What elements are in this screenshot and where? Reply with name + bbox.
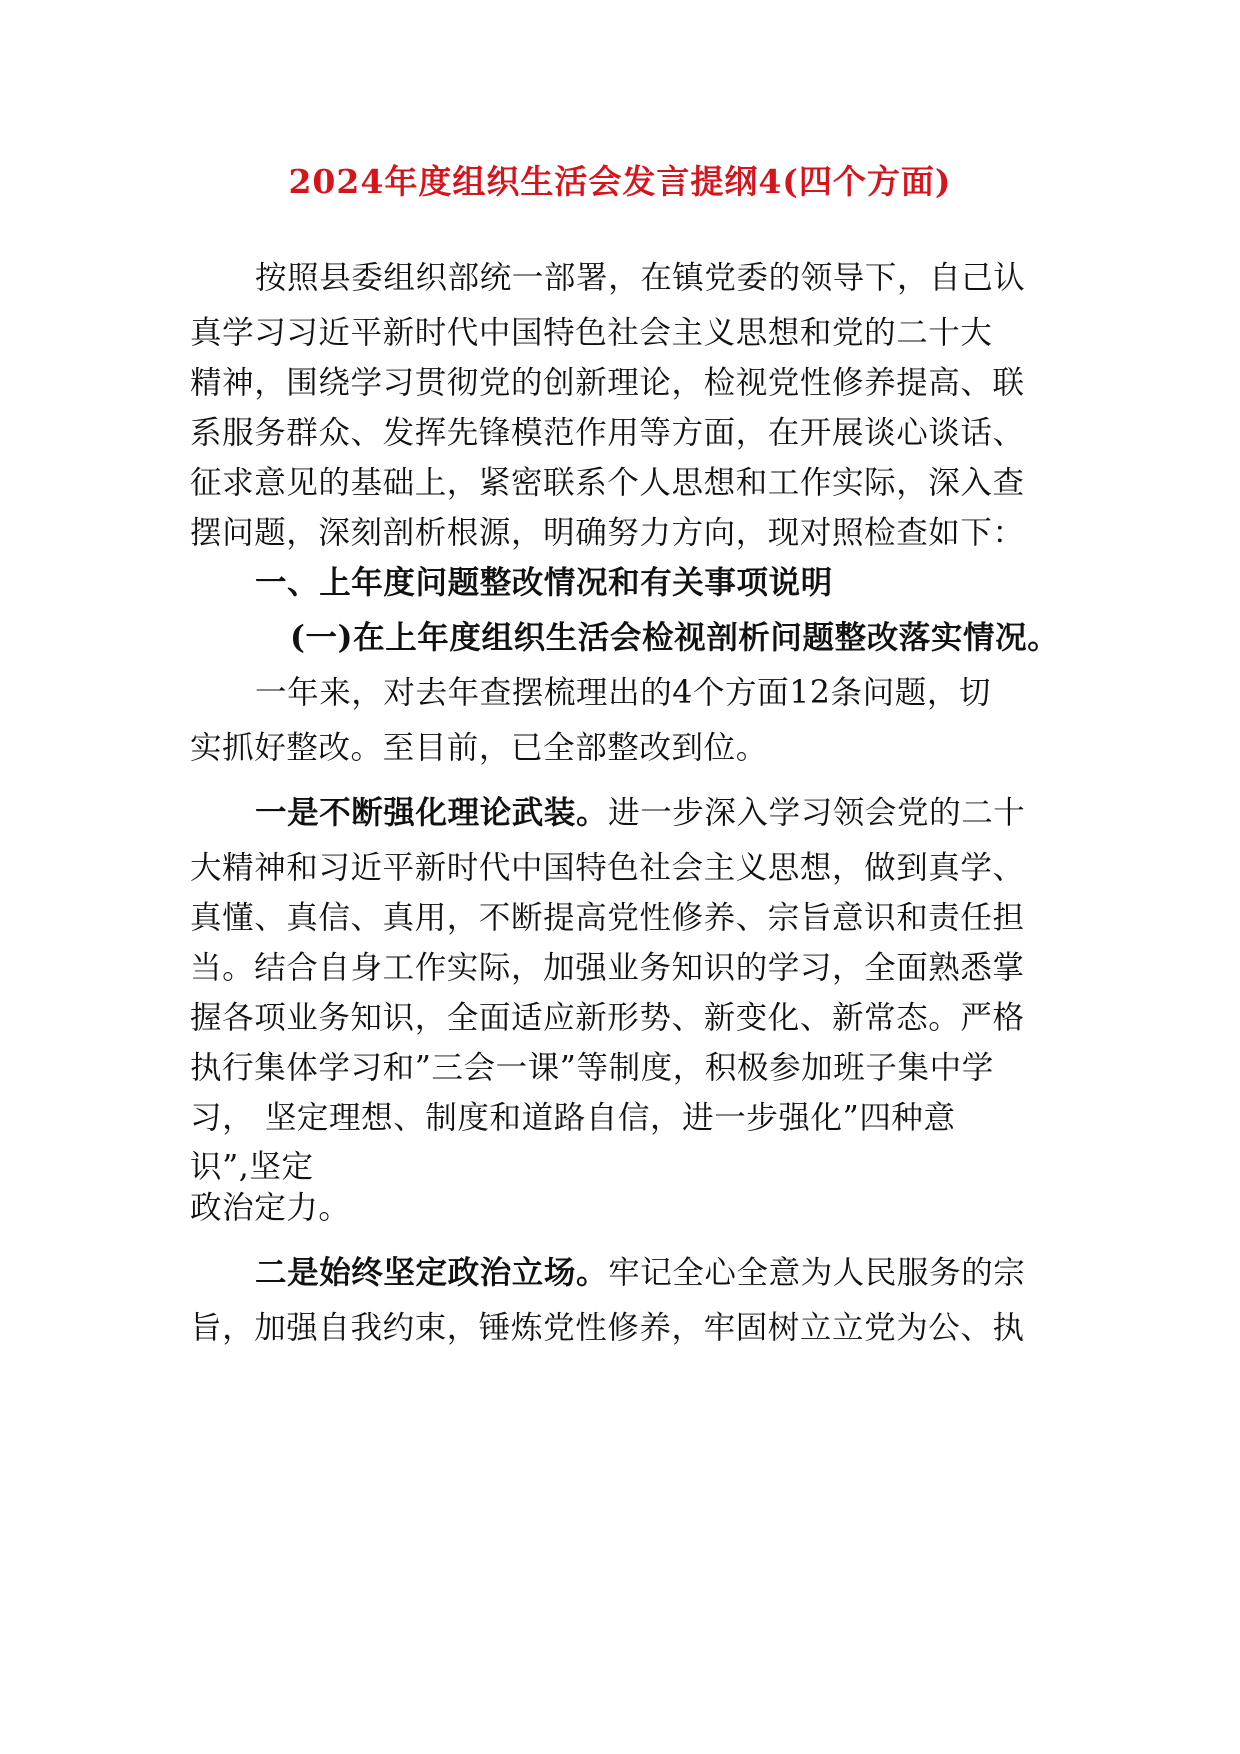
paragraph-line: 当。结合自身工作实际，加强业务知识的学习，全面熟悉掌	[190, 950, 1025, 986]
paragraph-line: 握各项业务知识，全面适应新形势、新变化、新常态。严格	[190, 1000, 1025, 1036]
paragraph-line: 按照县委组织部统一部署，在镇党委的领导下，自己认	[255, 260, 1026, 296]
paragraph-line: 精神，围绕学习贯彻党的创新理论，检视党性修养提高、联	[190, 365, 1025, 401]
paragraph-line: 执行集体学习和”三会一课”等制度，积极参加班子集中学	[190, 1050, 994, 1086]
item-text: 牢记全心全意为人民服务的宗	[608, 1255, 1026, 1291]
paragraph-line: 真学习习近平新时代中国特色社会主义思想和党的二十大	[190, 315, 993, 351]
subsection-heading: (一)在上年度组织生活会检视剖析问题整改落实情况。	[290, 619, 1060, 656]
paragraph-line: 征求意见的基础上，紧密联系个人思想和工作实际，深入查	[190, 465, 1025, 501]
paragraph-line: 一年来，对去年查摆梳理出的4个方面12条问题，切	[255, 675, 992, 711]
item-lead: 一是不断强化理论武装。	[255, 794, 609, 831]
paragraph-line: 识”,坚定	[190, 1149, 314, 1185]
paragraph-line	[255, 1253, 1025, 1293]
paragraph-line: 政治定力。	[190, 1190, 351, 1226]
item-lead: 二是始终坚定政治立场。	[255, 1254, 609, 1291]
paragraph-line: 真懂、真信、真用，不断提高党性修养、宗旨意识和责任担	[190, 900, 1025, 936]
paragraph-line: 旨，加强自我约束，锤炼党性修养，牢固树立立党为公、执	[190, 1310, 1025, 1346]
document-title: 2024年度组织生活会发言提纲4(四个方面)	[288, 162, 952, 201]
paragraph-line: 习， 坚定理想、制度和道路自信，进一步强化”四种意	[190, 1100, 956, 1136]
section-heading: 一、上年度问题整改情况和有关事项说明	[255, 564, 833, 601]
paragraph-line	[255, 793, 1025, 833]
paragraph-line: 实抓好整改。至目前，已全部整改到位。	[190, 730, 768, 766]
paragraph-line: 摆问题，深刻剖析根源，明确努力方向，现对照检查如下：	[190, 515, 1025, 551]
paragraph-line: 大精神和习近平新时代中国特色社会主义思想，做到真学、	[190, 850, 1025, 886]
item-text: 进一步深入学习领会党的二十	[608, 795, 1026, 831]
paragraph-line: 系服务群众、发挥先锋模范作用等方面，在开展谈心谈话、	[190, 415, 1025, 451]
